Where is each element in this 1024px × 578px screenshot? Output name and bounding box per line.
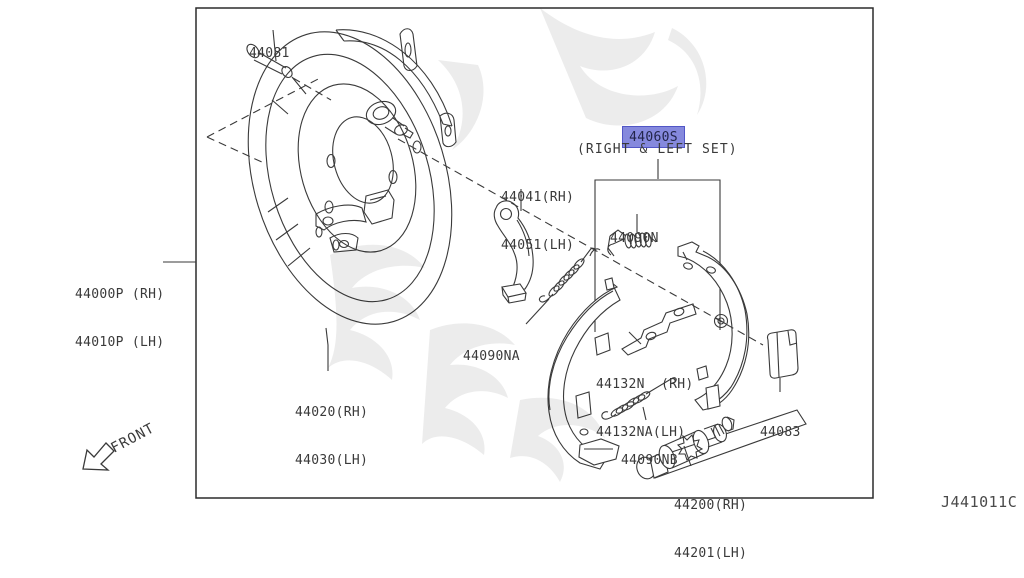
label-44020[interactable]: 44020(RH) 44030(LH): [295, 405, 369, 468]
label-44200[interactable]: 44200(RH) 44201(LH): [674, 498, 748, 561]
label-44000p[interactable]: 44000P (RH) 44010P (LH): [75, 287, 165, 350]
drawing-code: J441011C: [941, 493, 1018, 511]
label-44090nb[interactable]: 44090NB: [621, 453, 678, 468]
label-44132n[interactable]: 44132N (RH) 44132NA(LH): [596, 377, 694, 440]
front-arrow-icon: [83, 443, 114, 470]
label-44041[interactable]: 44041(RH) 44051(LH): [501, 190, 575, 253]
front-arrow: [83, 420, 158, 470]
label-44060s-note: (RIGHT & LEFT SET): [577, 142, 738, 157]
label-44081[interactable]: 44081: [249, 46, 290, 61]
front-label: FRONT: [108, 420, 158, 457]
label-44060s-highlighted[interactable]: 44060S: [622, 126, 685, 148]
construction-lines: [207, 77, 763, 345]
label-44083[interactable]: 44083: [760, 425, 801, 440]
label-44090na[interactable]: 44090NA: [463, 349, 520, 364]
label-44090n[interactable]: 44090N: [610, 231, 659, 246]
pad-drawing: [768, 330, 799, 378]
